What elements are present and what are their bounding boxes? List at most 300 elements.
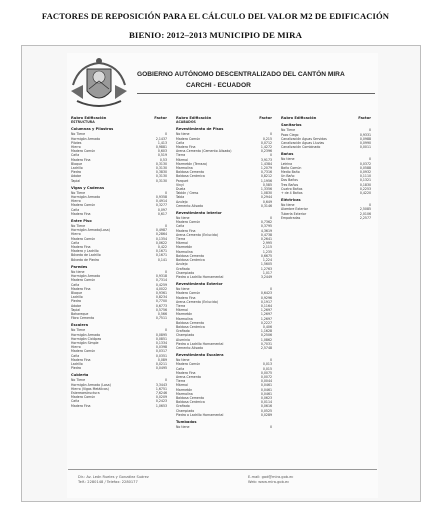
factor-label: Madera Fina bbox=[71, 157, 91, 162]
factor-label: Marmetón bbox=[176, 387, 193, 392]
factor-value: 0,089 bbox=[157, 357, 167, 362]
factor-row bbox=[281, 191, 371, 195]
factor-row bbox=[176, 425, 272, 429]
factor-label: Adobe bbox=[71, 174, 82, 179]
factor-label: Canalización Aguas Servidas bbox=[281, 136, 327, 141]
factor-column-acabados bbox=[176, 116, 272, 429]
factor-value: 0,4914 bbox=[155, 199, 167, 204]
factor-value: 0,2506 bbox=[260, 333, 272, 338]
factor-label: No tiene bbox=[176, 358, 190, 363]
factor-value: 0,0075 bbox=[260, 370, 272, 375]
factor-value: 1,235 bbox=[262, 249, 272, 254]
factor-label: Madera Común bbox=[176, 136, 201, 141]
factor-label: Madera Fina bbox=[176, 228, 196, 233]
factor-value: 0,0317 bbox=[155, 349, 167, 354]
factor-value: 0,0712 bbox=[260, 140, 272, 145]
factor-value: 0,9318 bbox=[155, 274, 167, 279]
factor-value: 2,115 bbox=[262, 245, 272, 250]
factor-label: Hormigón Armado bbox=[71, 332, 101, 337]
factor-value: 0 bbox=[269, 216, 272, 221]
factor-value: 0,0616 bbox=[260, 404, 272, 409]
factor-label: Hierro bbox=[71, 145, 81, 150]
factor-value: 0 bbox=[368, 157, 371, 162]
factor-label: Piedra bbox=[71, 299, 81, 304]
factor-value: 0,0372 bbox=[359, 161, 371, 166]
section-title: Baños bbox=[281, 152, 294, 157]
factor-value: 0,6423 bbox=[260, 291, 272, 296]
factor-value: 0,2423 bbox=[155, 399, 167, 404]
factor-value: 0,4220 bbox=[359, 191, 371, 196]
factor-value: 0,0461 bbox=[260, 383, 272, 388]
factor-row bbox=[71, 212, 167, 216]
document-title: FACTORES DE REPOSICIÓN PARA EL CÁLCULO DEL VALOR M2 DE EDIFICACIÓN bbox=[41, 11, 390, 21]
factor-label: Madera Común bbox=[71, 203, 96, 208]
factor-label: Baldosa Cemento bbox=[176, 320, 205, 325]
factor-label: Hormigón Armado bbox=[71, 195, 101, 200]
coat-of-arms-logo bbox=[69, 55, 129, 113]
factor-label: Adobe bbox=[71, 303, 82, 308]
column-header bbox=[281, 116, 371, 120]
factor-label: Madera Común bbox=[71, 395, 96, 400]
factor-value: 0,0209 bbox=[155, 395, 167, 400]
factor-label: Tierra bbox=[176, 379, 186, 384]
section-title: Revestimiento Interior bbox=[176, 211, 222, 216]
factor-value: 1,5605 bbox=[260, 262, 272, 267]
factor-value: 1,1628 bbox=[260, 329, 272, 334]
factor-label: Madera Fina bbox=[176, 370, 196, 375]
factor-value: 0 bbox=[164, 378, 167, 383]
factor-label: Mármol bbox=[176, 241, 188, 246]
factor-label: No Tiene bbox=[71, 132, 86, 137]
factor-label: Piedra o Ladrillo Hornamental bbox=[176, 341, 224, 346]
factor-column-estructura bbox=[71, 116, 167, 408]
column-header-factor: Factor bbox=[358, 116, 371, 120]
factor-label: Caña bbox=[71, 353, 80, 358]
factor-value: 1,2697 bbox=[260, 312, 272, 317]
factor-label: Bloque bbox=[71, 161, 83, 166]
factor-value: 0,1110 bbox=[359, 174, 371, 179]
institution-location: CARCHI - ECUADOR bbox=[186, 82, 251, 89]
factor-label: Duela bbox=[176, 187, 186, 192]
factor-value: 0,6773 bbox=[155, 303, 167, 308]
factor-value: 0,0990 bbox=[359, 141, 371, 146]
factor-value: 0,9361 bbox=[155, 290, 167, 295]
factor-value: 0 bbox=[269, 132, 272, 137]
factor-label: Marmetón bbox=[176, 245, 193, 250]
factor-value: 0,2396 bbox=[260, 149, 272, 154]
factor-label: Hormigón Simple bbox=[71, 340, 99, 345]
page-body bbox=[67, 53, 378, 498]
factor-value: 1,0653 bbox=[155, 403, 167, 408]
institution-name: GOBIERNO AUTÓNOMO DESCENTRALIZADO DEL CANTÓN MIRA bbox=[137, 71, 345, 78]
factor-value: 0,8234 bbox=[155, 295, 167, 300]
factor-label: Parquet bbox=[176, 178, 189, 183]
factor-label: No Tiene bbox=[71, 378, 86, 383]
factor-label: Marmolina bbox=[176, 249, 193, 254]
section-title: Revestimiento de Pisos bbox=[176, 127, 224, 132]
factor-label: Madera Común bbox=[176, 362, 201, 367]
factor-label: Mármol bbox=[176, 383, 188, 388]
factor-label: No Tiene bbox=[281, 128, 296, 133]
factor-label: Madera Fina bbox=[71, 357, 91, 362]
factor-label: Caña bbox=[176, 366, 185, 371]
factor-label: Tres Baños bbox=[281, 182, 299, 187]
factor-value: 1,4272 bbox=[260, 145, 272, 150]
factor-label: Baño Común bbox=[281, 165, 302, 170]
factor-label: No tiene bbox=[176, 425, 190, 429]
factor-value: 0 bbox=[164, 132, 167, 137]
factor-label: Baldosa Cerámica bbox=[176, 400, 205, 405]
factor-value: 0,566 bbox=[157, 311, 167, 316]
factor-value: 0 bbox=[164, 190, 167, 195]
factor-value: 0,1164 bbox=[260, 303, 272, 308]
factor-label: Caña bbox=[71, 153, 80, 158]
factor-value: 1,2079 bbox=[260, 166, 272, 171]
section-title: Entre Piso bbox=[71, 219, 92, 224]
factor-value: 0,0351 bbox=[155, 353, 167, 358]
factor-column-instalaciones bbox=[281, 116, 371, 220]
factor-value: 0,0623 bbox=[260, 395, 272, 400]
footer-email: E-mail: gad@mira.gob.ec bbox=[248, 475, 294, 479]
factor-label: Azulejo bbox=[176, 262, 188, 267]
factor-label: Hormigón Armado (Losa) bbox=[71, 382, 111, 387]
factor-label: Bóveda de Ladrillo bbox=[71, 253, 101, 258]
factor-value: 0,1334 bbox=[155, 340, 167, 345]
factor-value: 0,3830 bbox=[155, 170, 167, 175]
factor-label: Hierro bbox=[71, 232, 81, 237]
factor-value: 0,9331 bbox=[359, 132, 371, 137]
column-subheader: ESTRUCTURA bbox=[71, 120, 95, 125]
factor-value: 0,015 bbox=[262, 366, 272, 371]
section-title: Escalera bbox=[71, 323, 89, 328]
factor-value: 0,2227 bbox=[260, 320, 272, 325]
factor-label: Pilotes bbox=[71, 140, 82, 145]
factor-label: Madera Fina bbox=[71, 286, 91, 291]
section-title: Paredes bbox=[71, 264, 88, 269]
section-title: Eléctricas bbox=[281, 198, 301, 203]
factor-label: Hormigón Armado bbox=[71, 136, 101, 141]
factor-value: 1,2763 bbox=[260, 266, 272, 271]
factor-value: 0,2944 bbox=[260, 195, 272, 200]
factor-row bbox=[176, 346, 272, 350]
factor-label: Madera Fina bbox=[176, 295, 196, 300]
factor-label: No tiene bbox=[176, 216, 190, 221]
factor-value: 0,215 bbox=[262, 136, 272, 141]
factor-value: 0,0011 bbox=[359, 145, 371, 150]
factor-value: 0,3130 bbox=[155, 178, 167, 183]
factor-value: 0,2253 bbox=[359, 186, 371, 191]
factor-label: Grafiado bbox=[176, 266, 190, 271]
factor-value: 0,6675 bbox=[260, 253, 272, 258]
factor-value: 0,3146 bbox=[260, 203, 272, 208]
factor-value: 0,5756 bbox=[155, 307, 167, 312]
factor-value: 0,0044 bbox=[260, 379, 272, 384]
factor-value: 0,1321 bbox=[359, 178, 371, 183]
factor-value: 3,2449 bbox=[260, 274, 272, 279]
factor-label: Madera Común bbox=[176, 291, 201, 296]
factor-label: Hierro bbox=[71, 199, 81, 204]
section-title: Cubierta bbox=[71, 373, 89, 378]
factor-value: 2,1437 bbox=[155, 136, 167, 141]
factor-label: No tiene bbox=[176, 132, 190, 137]
factor-label: Estereoestructura bbox=[71, 390, 100, 395]
factor-label: Madera Fina bbox=[176, 145, 196, 150]
factor-value: 0,7700 bbox=[155, 299, 167, 304]
factor-value: 0,141 bbox=[157, 257, 167, 262]
factor-label: Marmetón (Terrazo) bbox=[176, 161, 208, 166]
factor-value: 0,0495 bbox=[155, 366, 167, 371]
factor-label: Baldosa Cemento bbox=[176, 170, 205, 175]
factor-row bbox=[176, 275, 272, 279]
factor-value: 3,9173 bbox=[260, 157, 272, 162]
factor-value: 0 bbox=[269, 358, 272, 363]
factor-value: 0,1354 bbox=[155, 236, 167, 241]
footer-web: Web: www.mira.gob.ec bbox=[248, 480, 290, 484]
factor-label: Madera Común bbox=[176, 220, 201, 225]
column-header-factor: Factor bbox=[259, 116, 272, 120]
factor-value: 1,3356 bbox=[260, 187, 272, 192]
factor-value: 0,0072 bbox=[260, 374, 272, 379]
factor-value: 1,1956 bbox=[260, 178, 272, 183]
factor-value: 1,2697 bbox=[260, 308, 272, 313]
factor-value: 0,0211 bbox=[155, 361, 167, 366]
footer-phone: Telf.: 2280148 / Telefax: 2280177 bbox=[78, 480, 138, 484]
factor-value: 0,7316 bbox=[260, 170, 272, 175]
factor-label: Madera Fina bbox=[71, 245, 91, 250]
factor-label: Madera Común bbox=[71, 349, 96, 354]
section-title: Revestimiento Exterior bbox=[176, 282, 223, 287]
factor-label: Piedra o Ladrillo Hornamental bbox=[176, 412, 224, 417]
factor-label: Madera Común bbox=[71, 278, 96, 283]
factor-label: Baldosa Cerámica bbox=[176, 324, 205, 329]
factor-value: 1,6751 bbox=[155, 386, 167, 391]
section-title: Sanitarios bbox=[281, 123, 302, 128]
factor-value: 0,0988 bbox=[359, 136, 371, 141]
factor-value: 0,1671 bbox=[155, 249, 167, 254]
factor-value: 0 bbox=[269, 153, 272, 158]
factor-value: 1,017 bbox=[262, 270, 272, 275]
factor-value: 0,013 bbox=[262, 362, 272, 367]
factor-value: 0,3795 bbox=[260, 224, 272, 229]
factor-value: 2,5748 bbox=[260, 345, 272, 350]
factor-value: 0 bbox=[368, 128, 371, 133]
factor-label: Ladrillo bbox=[71, 166, 83, 171]
factor-value: 0,0525 bbox=[260, 408, 272, 413]
factor-value: 0,617 bbox=[157, 211, 167, 216]
factor-value: 0,1917 bbox=[260, 299, 272, 304]
factor-label: Hierro bbox=[71, 345, 81, 350]
section-title: Columnas y Pilastras bbox=[71, 127, 114, 132]
factor-value: 0,3130 bbox=[155, 161, 167, 166]
factor-label: Bóveda de Piedra bbox=[71, 257, 99, 262]
factor-value: 0,0461 bbox=[260, 387, 272, 392]
factor-value: 0,519 bbox=[157, 153, 167, 158]
factor-value: 0,9358 bbox=[155, 195, 167, 200]
factor-value: 0,097 bbox=[157, 207, 167, 212]
factor-label: Baldosa Cemento bbox=[176, 395, 205, 400]
factor-value: 0,0588 bbox=[359, 165, 371, 170]
factor-value: 1,413 bbox=[157, 140, 167, 145]
factor-label: Arena-Cemento (Enlucido) bbox=[176, 299, 219, 304]
factor-label: + de 4 Baños bbox=[281, 191, 303, 196]
factor-label: Madera y Ladrillo bbox=[71, 249, 99, 254]
factor-value: 0,3277 bbox=[155, 203, 167, 208]
document-subtitle: BIENIO: 2012–2013 MUNICIPIO DE MIRA bbox=[128, 30, 303, 40]
factor-value: 0,7511 bbox=[155, 316, 167, 321]
factor-value: 7,6246 bbox=[155, 390, 167, 395]
factor-label: Mármol bbox=[176, 308, 188, 313]
factor-label: No tiene bbox=[281, 157, 295, 162]
factor-label: Empotradas bbox=[281, 215, 301, 220]
factor-label: No Tiene bbox=[71, 190, 86, 195]
factor-value: 0 bbox=[269, 287, 272, 292]
factor-label: Pozo Ciego bbox=[281, 132, 299, 137]
factor-label: Azulejo bbox=[176, 199, 188, 204]
factor-label: Fibro Cemento bbox=[71, 316, 95, 321]
factor-label: Hormigón Armado bbox=[71, 274, 101, 279]
factor-value: 0,649 bbox=[262, 199, 272, 204]
factor-value: 4,3619 bbox=[260, 228, 272, 233]
section-title: Revestimiento Escalera bbox=[176, 353, 224, 358]
factor-value: 0,0398 bbox=[155, 345, 167, 350]
factor-value: 1,224 bbox=[262, 258, 272, 263]
column-header-label: Rubro Edificación bbox=[176, 116, 212, 120]
factor-label: Caña bbox=[176, 140, 185, 145]
factor-label: Marmolina bbox=[176, 166, 193, 171]
factor-label: Bahareque bbox=[71, 311, 89, 316]
factor-label: Canalización Aguas Lluvias bbox=[281, 141, 325, 146]
factor-label: Dos Baños bbox=[281, 178, 298, 183]
factor-label: Hierro (Vigas Metálicas) bbox=[71, 386, 109, 391]
factor-value: 1,4384 bbox=[260, 161, 272, 166]
factor-value: 0,406 bbox=[262, 324, 272, 329]
factor-value: 0,9881 bbox=[155, 145, 167, 150]
factor-value: 4,0022 bbox=[155, 286, 167, 291]
factor-label: Mármol bbox=[176, 157, 188, 162]
factor-value: 2,2577 bbox=[359, 215, 371, 220]
factor-value: 0,0622 bbox=[155, 240, 167, 245]
factor-value: 1,0862 bbox=[260, 337, 272, 342]
factor-label: Bloque bbox=[71, 290, 83, 295]
factor-value: 0,7314 bbox=[155, 278, 167, 283]
factor-label: Ladrillo bbox=[71, 361, 83, 366]
factor-label: Tapial bbox=[71, 178, 81, 183]
factor-label: Tubería Exterior bbox=[281, 211, 307, 216]
factor-label: Caña bbox=[71, 282, 80, 287]
factor-value: 0,0851 bbox=[155, 336, 167, 341]
factor-label: Madera Fina bbox=[71, 211, 91, 216]
factor-value: 1,0830 bbox=[260, 191, 272, 196]
factor-label: Tierra bbox=[176, 303, 186, 308]
factor-label: Canalización Combinado bbox=[281, 145, 321, 150]
factor-row bbox=[71, 404, 167, 408]
factor-value: 2,5085 bbox=[359, 207, 371, 212]
factor-label: Baldosa Cerámica bbox=[176, 174, 205, 179]
factor-label: Madera Común bbox=[71, 149, 96, 154]
factor-label: Cuatro Baños bbox=[281, 186, 303, 191]
factor-value: 0,3130 bbox=[155, 174, 167, 179]
factor-value: 0,0461 bbox=[260, 391, 272, 396]
factor-value: 0,2641 bbox=[260, 237, 272, 242]
factor-label: Baldosa Cemento bbox=[176, 253, 205, 258]
factor-label: Piedra o Ladrillo Hornamental bbox=[176, 274, 224, 279]
factor-label: No tiene bbox=[281, 203, 295, 208]
factor-label: Champiado bbox=[176, 333, 195, 338]
factor-label: Champiado bbox=[176, 408, 195, 413]
factor-value: 0,0932 bbox=[359, 170, 371, 175]
factor-label: Piedra bbox=[71, 366, 81, 371]
factor-value: 0,4987 bbox=[155, 228, 167, 233]
section-title: Vigas y Cadenas bbox=[71, 185, 105, 190]
factor-value: 3,3443 bbox=[155, 382, 167, 387]
factor-label: Letrina bbox=[281, 161, 293, 166]
column-header-label: Rubro Edificación bbox=[281, 116, 317, 120]
factor-value: 0,4259 bbox=[155, 282, 167, 287]
factor-label: No Tiene bbox=[71, 224, 86, 229]
factor-label: Madera Fina bbox=[71, 403, 91, 408]
footer-address: Dir.: Av. León Rueles y González Suárez bbox=[78, 475, 149, 479]
factor-label: Medio Baño bbox=[281, 170, 300, 175]
factor-value: 0,2864 bbox=[155, 232, 167, 237]
factor-label: Caña bbox=[71, 240, 80, 245]
factor-row bbox=[71, 179, 167, 183]
factor-label: Grafiado bbox=[176, 329, 190, 334]
factor-value: 0,53 bbox=[159, 157, 167, 162]
factor-label: Tierra bbox=[176, 237, 186, 242]
factor-row bbox=[281, 216, 371, 220]
factor-label: Marmolina bbox=[176, 316, 193, 321]
factor-label: Aluminio bbox=[176, 337, 190, 342]
factor-label: Un Baño bbox=[281, 174, 295, 179]
factor-label: Baldosa Cerámica bbox=[176, 258, 205, 263]
factor-value: 0 bbox=[269, 425, 272, 429]
column-header-label: Rubro Edificación bbox=[71, 116, 107, 120]
factor-row bbox=[176, 204, 272, 208]
column-header-factor: Factor bbox=[154, 116, 167, 120]
factor-label: Grafiado bbox=[176, 404, 190, 409]
factor-label: Tablón / Gress bbox=[176, 191, 199, 196]
factor-label: Vinyl bbox=[176, 182, 184, 187]
factor-label: Caña bbox=[71, 399, 80, 404]
factor-value: 1,2697 bbox=[260, 316, 272, 321]
factor-label: No tiene bbox=[176, 287, 190, 292]
factor-value: 0,422 bbox=[157, 245, 167, 250]
section-title: Tumbados bbox=[176, 420, 197, 424]
factor-label: No tiene bbox=[71, 269, 85, 274]
factor-label: Hormigón Ciclópeo bbox=[71, 336, 102, 341]
factor-label: Hormigón Armado(Losa) bbox=[71, 228, 110, 233]
factor-value: 0,603 bbox=[157, 149, 167, 154]
factor-label: Arena-Cemento bbox=[176, 374, 201, 379]
factor-value: 2,995 bbox=[262, 241, 272, 246]
letterhead-divider bbox=[137, 93, 375, 94]
factor-row bbox=[176, 413, 272, 417]
letterhead-footer bbox=[68, 469, 377, 491]
factor-label: Champiado bbox=[176, 270, 195, 275]
factor-row bbox=[71, 258, 167, 262]
factor-value: 0,9296 bbox=[260, 295, 272, 300]
factor-value: 0,0114 bbox=[260, 400, 272, 405]
factor-row bbox=[71, 366, 167, 370]
scanned-page bbox=[21, 45, 421, 502]
factor-value: 0,1830 bbox=[359, 182, 371, 187]
factor-label: Arena-Cemento (Enlucido) bbox=[176, 232, 219, 237]
factor-value: 0,8212 bbox=[260, 174, 272, 179]
factor-label: Alambre Exterior bbox=[281, 207, 308, 212]
factor-value: 2,0106 bbox=[359, 211, 371, 216]
factor-value: 0 bbox=[164, 328, 167, 333]
factor-label: Cemento Alisado bbox=[176, 203, 204, 208]
